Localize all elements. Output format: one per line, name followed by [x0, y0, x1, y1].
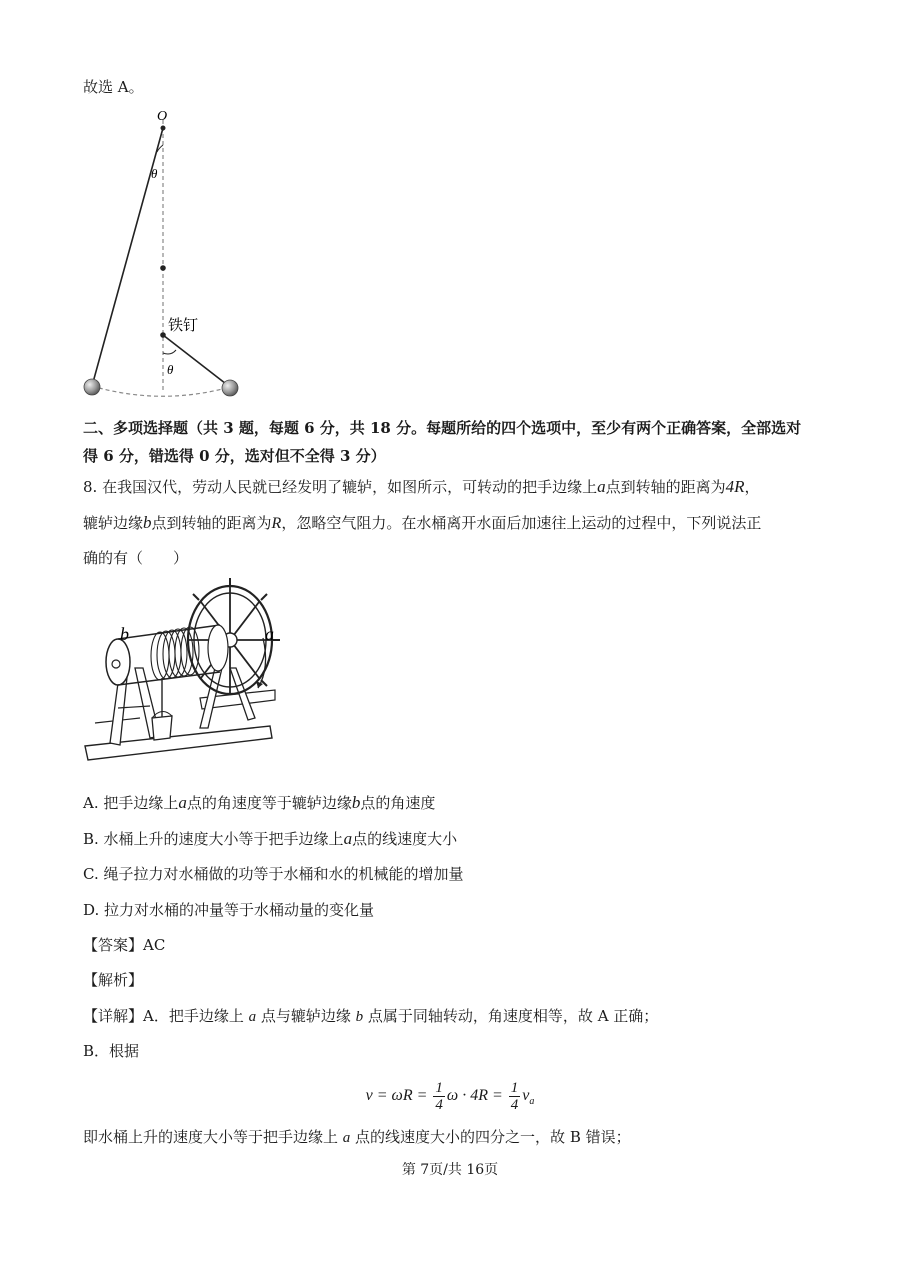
option-a-text-2: 点的角速度等于辘轳边缘 — [186, 794, 352, 812]
option-b — [83, 829, 457, 849]
option-a-var-1: a — [178, 793, 187, 812]
detail-3-var: a — [342, 1130, 351, 1146]
q1-text-a: 8. 在我国汉代，劳动人民就已经发明了辘轳，如图所示，可转动的把手边缘上 — [83, 478, 598, 496]
swing-arc — [92, 386, 230, 396]
question-line-3: 确的有（ ） — [83, 549, 189, 567]
q1-text-end: ， — [744, 478, 760, 496]
option-b-text-2: 点的线速度大小 — [352, 830, 458, 848]
angle-arc-bottom — [163, 350, 176, 354]
q1-text-b: 点到转轴的距离为 — [605, 478, 726, 496]
detail-1-text-c: 点属于同轴转动，角速度相等，故 A 正确； — [363, 1007, 659, 1025]
q1-value: 4R — [725, 477, 745, 496]
detail-line-2: B．根据 — [83, 1042, 140, 1060]
detail-3-text-b: 点的线速度大小的四分之一，故 B 错误； — [350, 1128, 631, 1146]
q2-var-b: b — [143, 513, 152, 532]
label-nail: 铁钉 — [168, 316, 199, 334]
detail-1-text-a: 【详解】A．把手边缘上 — [83, 1007, 249, 1025]
windlass-figure — [80, 578, 295, 778]
option-b-var: a — [343, 829, 353, 848]
q2-text-a: 辘轳边缘 — [83, 514, 144, 532]
answer-line: 【答案】AC — [83, 936, 166, 954]
pendulum-string-short — [163, 335, 230, 387]
detail-1-var-b: b — [355, 1009, 364, 1025]
eq-frac2-den: 4 — [510, 1096, 519, 1113]
bucket — [152, 716, 172, 740]
pendulum-figure — [75, 100, 260, 405]
question-line-2 — [83, 513, 761, 534]
option-a — [83, 793, 435, 813]
detail-line-1 — [83, 1006, 658, 1027]
eq-fraction-2 — [509, 1080, 521, 1113]
eq-frac1-num: 1 — [435, 1079, 443, 1096]
option-a-text-3: 点的角速度 — [360, 794, 436, 812]
label-a: a — [265, 624, 274, 644]
q1-var-a: a — [597, 477, 606, 496]
ball-left — [84, 379, 100, 395]
section-heading-line-2: 得 6 分，错选得 0 分，选对但不全得 3 分） — [83, 447, 386, 465]
detail-line-3 — [83, 1127, 631, 1148]
analysis-heading: 【解析】 — [83, 971, 144, 989]
detail-1-text-b: 点与辘轳边缘 — [256, 1007, 356, 1025]
page-footer: 第 7页/共 16页 — [401, 1162, 499, 1178]
ball-right — [222, 380, 238, 396]
q2-text-c: ，忽略空气阻力。在水桶离开水面后加速往上运动的过程中，下列说法正 — [281, 514, 762, 532]
middle-point — [160, 265, 166, 271]
section-heading-line-1: 二、多项选择题（共 3 题，每题 6 分，共 18 分。每题所给的四个选项中，至少有两个正确答案，全部选对 — [83, 419, 802, 437]
eq-subscript: a — [529, 1096, 535, 1108]
label-b: b — [120, 624, 129, 644]
option-c: C. 绳子拉力对水桶做的功等于水桶和水的机械能的增加量 — [83, 865, 464, 883]
eq-left: v = ωR = — [365, 1087, 432, 1104]
label-o: O — [157, 109, 168, 124]
drum-right-end — [208, 625, 228, 671]
previous-answer-line: 故选 A。 — [83, 78, 144, 96]
nail-point — [160, 332, 166, 338]
eq-fraction-1 — [433, 1080, 445, 1113]
eq-frac2-num: 1 — [510, 1079, 519, 1096]
q2-value: R — [271, 515, 282, 532]
question-line-1 — [83, 477, 760, 497]
eq-frac1-den: 4 — [435, 1096, 443, 1113]
q2-text-b: 点到转轴的距离为 — [151, 514, 272, 532]
equation — [0, 1076, 900, 1116]
eq-right: v — [522, 1087, 530, 1104]
option-a-var-2: b — [351, 793, 361, 812]
pivot-point — [161, 126, 166, 131]
detail-1-var-a: a — [248, 1009, 257, 1025]
eq-mid: ω · 4R = — [446, 1087, 507, 1104]
option-d: D. 拉力对水桶的冲量等于水桶动量的变化量 — [83, 901, 375, 919]
detail-3-text-a: 即水桶上升的速度大小等于把手边缘上 — [83, 1128, 343, 1146]
option-b-text-1: B. 水桶上升的速度大小等于把手边缘上 — [83, 830, 344, 848]
label-theta-bottom: θ — [167, 362, 174, 377]
label-theta-top: θ — [151, 166, 158, 181]
option-a-text-1: A. 把手边缘上 — [83, 794, 179, 812]
